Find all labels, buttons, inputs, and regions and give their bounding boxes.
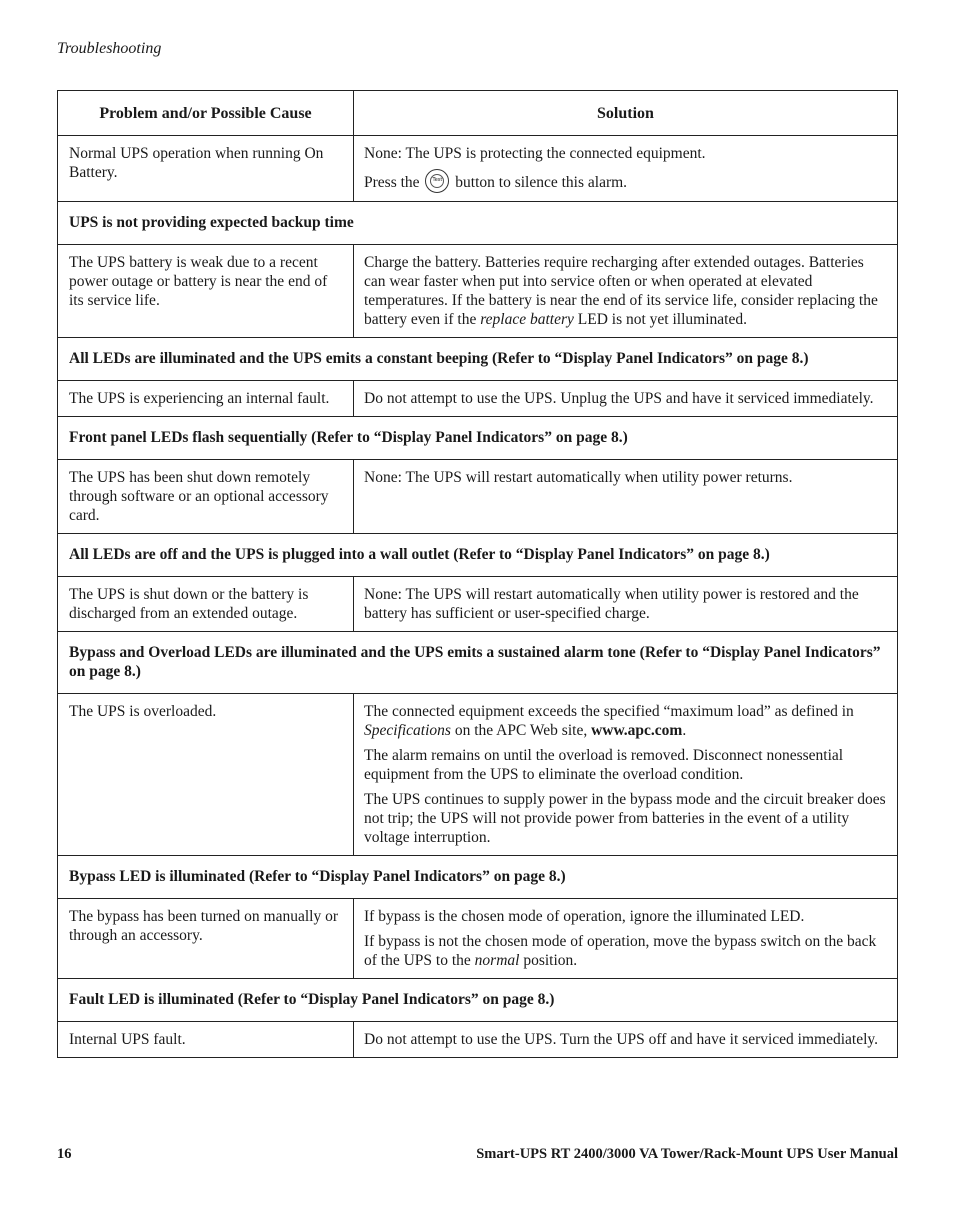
cause-cell: Normal UPS operation when running On Battery. (58, 136, 354, 202)
solution-text: Press the (364, 174, 420, 191)
section-row (58, 202, 898, 245)
solution-paragraph: None: The UPS is protecting the connected equipment. (364, 145, 706, 162)
solution-text: position. (519, 952, 578, 969)
cause-cell: The bypass has been turned on manually or through an accessory. (58, 899, 354, 979)
cause-cell: The UPS is overloaded. (58, 694, 354, 856)
table-row (58, 245, 898, 338)
table-row (58, 381, 898, 417)
solution-text: LED is not yet illuminated. (573, 311, 747, 328)
section-heading: UPS is not providing expected backup time (58, 202, 898, 245)
cause-cell: Internal UPS fault. (58, 1022, 354, 1058)
solution-paragraph (364, 932, 887, 970)
running-header: Troubleshooting (57, 40, 162, 57)
section-row (58, 632, 898, 694)
solution-paragraph (364, 702, 887, 740)
cause-cell: The UPS battery is weak due to a recent power outage or battery is near the end of its service life. (58, 245, 354, 338)
section-row (58, 534, 898, 577)
website-link-text: www.apc.com (591, 722, 683, 739)
solution-emphasis: replace battery (480, 311, 574, 328)
solution-paragraph: The UPS continues to supply power in the bypass mode and the circuit breaker does not trip; the UPS will not provide power from batteries in the event of a utility voltage interruption. (364, 791, 886, 846)
table-header-row (58, 91, 898, 136)
solution-cell: Do not attempt to use the UPS. Turn the UPS off and have it serviced immediately. (354, 1022, 898, 1058)
table-row (58, 136, 898, 202)
solution-text: Charge the battery. Batteries require recharging after extended outages. Batteries can wear faster when put into service often or when operated at elevated temperatures. If the battery is near the end of its service life, consider replacing the battery even if the (364, 254, 878, 328)
solution-cell (354, 245, 898, 338)
section-row (58, 979, 898, 1022)
solution-text: . (682, 722, 687, 739)
table-row (58, 1022, 898, 1058)
table-row (58, 577, 898, 632)
manual-title: Smart-UPS RT 2400/3000 VA Tower/Rack-Mount UPS User Manual (476, 1146, 898, 1162)
test-button-icon (425, 169, 449, 193)
solution-cell (354, 694, 898, 856)
test-button-icon-label: Test (432, 177, 443, 183)
solution-text: If bypass is not the chosen mode of operation, move the bypass switch on the back of the UPS to the (364, 933, 877, 969)
solution-paragraph: If bypass is the chosen mode of operation, ignore the illuminated LED. (364, 908, 805, 925)
table-row (58, 694, 898, 856)
section-row (58, 417, 898, 460)
section-heading: Bypass LED is illuminated (Refer to “Display Panel Indicators” on page 8.) (58, 856, 898, 899)
solution-paragraph: The alarm remains on until the overload is removed. Disconnect nonessential equipment from the UPS to eliminate the overload condition. (364, 747, 844, 783)
cause-cell: The UPS is experiencing an internal fault. (58, 381, 354, 417)
solution-paragraph (364, 253, 887, 329)
solution-cell (354, 136, 898, 202)
section-row (58, 338, 898, 381)
section-heading: Fault LED is illuminated (Refer to “Display Panel Indicators” on page 8.) (58, 979, 898, 1022)
section-heading: Front panel LEDs flash sequentially (Refer to “Display Panel Indicators” on page 8.) (58, 417, 898, 460)
table-row (58, 460, 898, 534)
solution-text: on the APC Web site, (450, 722, 592, 739)
solution-paragraph (364, 169, 887, 193)
solution-emphasis: Specifications (364, 722, 451, 739)
solution-text: The connected equipment exceeds the specified “maximum load” as defined in (364, 703, 854, 720)
solution-emphasis: normal (474, 952, 520, 969)
table-row (58, 899, 898, 979)
troubleshooting-table (57, 90, 898, 1058)
section-heading: All LEDs are off and the UPS is plugged into a wall outlet (Refer to “Display Panel Indicators” on page 8.) (58, 534, 898, 577)
solution-text: button to silence this alarm. (455, 174, 628, 191)
section-heading: Bypass and Overload LEDs are illuminated and the UPS emits a sustained alarm tone (Refer to “Display Panel Indicators” on page 8.) (58, 632, 898, 694)
cause-cell: The UPS is shut down or the battery is discharged from an extended outage. (58, 577, 354, 632)
solution-cell (354, 899, 898, 979)
solution-cell: Do not attempt to use the UPS. Unplug the UPS and have it serviced immediately. (354, 381, 898, 417)
cause-cell: The UPS has been shut down remotely through software or an optional accessory card. (58, 460, 354, 534)
column-header-cause: Problem and/or Possible Cause (58, 91, 354, 136)
section-heading: All LEDs are illuminated and the UPS emits a constant beeping (Refer to “Display Panel Indicators” on page 8.) (58, 338, 898, 381)
section-row (58, 856, 898, 899)
solution-cell: None: The UPS will restart automatically when utility power returns. (354, 460, 898, 534)
solution-cell: None: The UPS will restart automatically when utility power is restored and the battery has sufficient or user-specified charge. (354, 577, 898, 632)
column-header-solution: Solution (354, 91, 898, 136)
page-number: 16 (57, 1146, 72, 1162)
